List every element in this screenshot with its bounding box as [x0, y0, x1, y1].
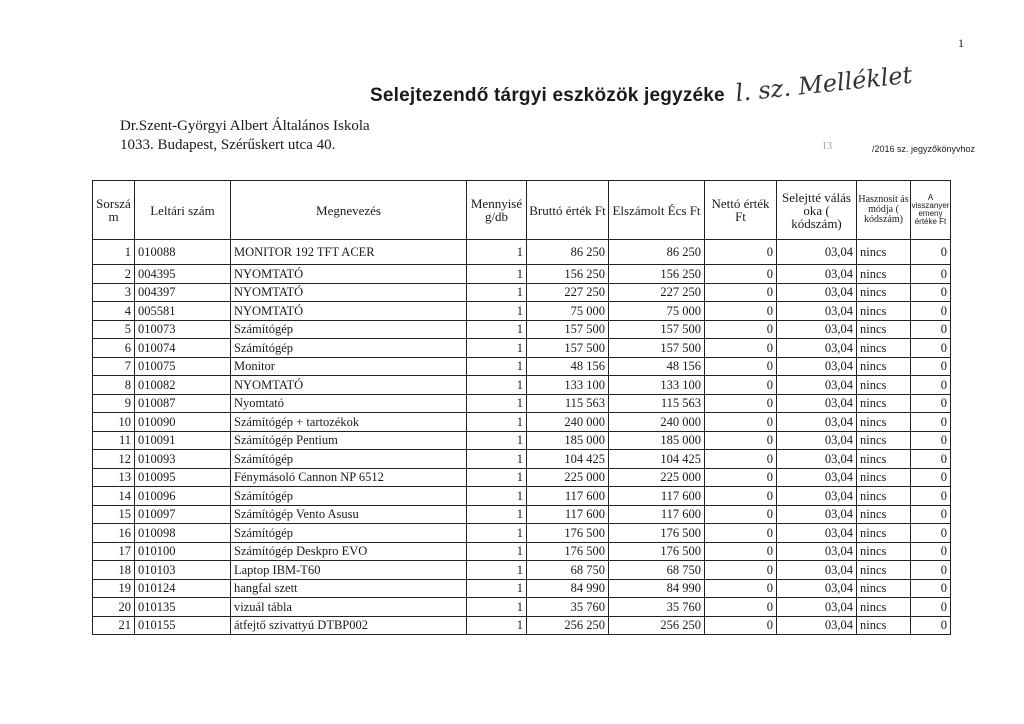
cell-serial: 18 — [93, 561, 135, 580]
cell-recovered-value: 0 — [911, 265, 951, 284]
table-row — [93, 302, 951, 321]
cell-recovered-value: 0 — [911, 376, 951, 395]
page-number: 1 — [958, 36, 964, 50]
cell-disposal-reason: 03,04 — [777, 283, 857, 302]
cell-serial: 12 — [93, 450, 135, 469]
cell-name: NYOMTATÓ — [231, 283, 467, 302]
cell-serial: 17 — [93, 542, 135, 561]
school-address: 1033. Budapest, Szérűskert utca 40. — [120, 137, 336, 153]
cell-name: Monitor — [231, 357, 467, 376]
cell-net-value: 0 — [705, 505, 777, 524]
header-recovered-value: A visszanyer emeny értéke Ft — [911, 181, 951, 240]
cell-inventory-number: 010097 — [135, 505, 231, 524]
header-net-value: Nettó érték Ft — [705, 181, 777, 240]
cell-inventory-number: 010090 — [135, 413, 231, 432]
table-row — [93, 450, 951, 469]
cell-utilization-method: nincs — [857, 376, 911, 395]
cell-inventory-number: 010098 — [135, 524, 231, 543]
cell-serial: 3 — [93, 283, 135, 302]
cell-depreciation: 176 500 — [609, 524, 705, 543]
cell-name: Számítógép Pentium — [231, 431, 467, 450]
cell-recovered-value: 0 — [911, 431, 951, 450]
cell-gross-value: 227 250 — [527, 283, 609, 302]
cell-serial: 19 — [93, 579, 135, 598]
table-row — [93, 616, 951, 635]
cell-quantity: 1 — [467, 468, 527, 487]
cell-depreciation: 117 600 — [609, 505, 705, 524]
cell-name: NYOMTATÓ — [231, 302, 467, 321]
cell-inventory-number: 010095 — [135, 468, 231, 487]
cell-name: Laptop IBM-T60 — [231, 561, 467, 580]
cell-name: Számítógép + tartozékok — [231, 413, 467, 432]
cell-name: NYOMTATÓ — [231, 265, 467, 284]
cell-name: átfejtő szivattyú DTBP002 — [231, 616, 467, 635]
cell-gross-value: 35 760 — [527, 598, 609, 617]
cell-serial: 4 — [93, 302, 135, 321]
cell-name: Nyomtató — [231, 394, 467, 413]
cell-utilization-method: nincs — [857, 579, 911, 598]
cell-gross-value: 156 250 — [527, 265, 609, 284]
header-serial: Sorszá m — [93, 181, 135, 240]
cell-depreciation: 115 563 — [609, 394, 705, 413]
cell-quantity: 1 — [467, 413, 527, 432]
cell-disposal-reason: 03,04 — [777, 357, 857, 376]
cell-net-value: 0 — [705, 468, 777, 487]
cell-net-value: 0 — [705, 302, 777, 321]
cell-utilization-method: nincs — [857, 468, 911, 487]
cell-depreciation: 227 250 — [609, 283, 705, 302]
cell-serial: 13 — [93, 468, 135, 487]
table-row — [93, 542, 951, 561]
cell-recovered-value: 0 — [911, 320, 951, 339]
table-row — [93, 413, 951, 432]
cell-quantity: 1 — [467, 394, 527, 413]
cell-depreciation: 256 250 — [609, 616, 705, 635]
cell-recovered-value: 0 — [911, 450, 951, 469]
cell-net-value: 0 — [705, 320, 777, 339]
cell-utilization-method: nincs — [857, 283, 911, 302]
cell-disposal-reason: 03,04 — [777, 320, 857, 339]
cell-disposal-reason: 03,04 — [777, 413, 857, 432]
cell-net-value: 0 — [705, 542, 777, 561]
header-gross-value: Bruttó érték Ft — [527, 181, 609, 240]
cell-net-value: 0 — [705, 265, 777, 284]
cell-utilization-method: nincs — [857, 394, 911, 413]
cell-net-value: 0 — [705, 579, 777, 598]
cell-gross-value: 157 500 — [527, 320, 609, 339]
cell-recovered-value: 0 — [911, 468, 951, 487]
cell-quantity: 1 — [467, 357, 527, 376]
cell-recovered-value: 0 — [911, 561, 951, 580]
header-utilization-method: Hasznosít ás módja ( kódszám) — [857, 181, 911, 240]
cell-recovered-value: 0 — [911, 505, 951, 524]
cell-depreciation: 133 100 — [609, 376, 705, 395]
cell-depreciation: 185 000 — [609, 431, 705, 450]
table-row — [93, 357, 951, 376]
cell-recovered-value: 0 — [911, 283, 951, 302]
cell-serial: 1 — [93, 240, 135, 265]
cell-net-value: 0 — [705, 616, 777, 635]
cell-utilization-method: nincs — [857, 240, 911, 265]
cell-name: Számítógép Deskpro EVO — [231, 542, 467, 561]
table-body — [93, 240, 951, 635]
cell-depreciation: 68 750 — [609, 561, 705, 580]
cell-net-value: 0 — [705, 376, 777, 395]
cell-quantity: 1 — [467, 542, 527, 561]
cell-utilization-method: nincs — [857, 542, 911, 561]
cell-depreciation: 157 500 — [609, 339, 705, 358]
cell-utilization-method: nincs — [857, 598, 911, 617]
cell-quantity: 1 — [467, 561, 527, 580]
cell-utilization-method: nincs — [857, 413, 911, 432]
cell-utilization-method: nincs — [857, 265, 911, 284]
table-row — [93, 394, 951, 413]
table-row — [93, 468, 951, 487]
cell-disposal-reason: 03,04 — [777, 450, 857, 469]
cell-depreciation: 75 000 — [609, 302, 705, 321]
cell-gross-value: 117 600 — [527, 505, 609, 524]
cell-inventory-number: 010096 — [135, 487, 231, 506]
cell-disposal-reason: 03,04 — [777, 505, 857, 524]
cell-net-value: 0 — [705, 524, 777, 543]
cell-quantity: 1 — [467, 339, 527, 358]
cell-recovered-value: 0 — [911, 240, 951, 265]
cell-quantity: 1 — [467, 487, 527, 506]
document-title: Selejtezendő tárgyi eszközök jegyzéke — [370, 85, 725, 106]
faint-stamp-mark: 13 — [822, 141, 832, 152]
cell-quantity: 1 — [467, 524, 527, 543]
cell-gross-value: 104 425 — [527, 450, 609, 469]
cell-net-value: 0 — [705, 394, 777, 413]
cell-utilization-method: nincs — [857, 339, 911, 358]
cell-recovered-value: 0 — [911, 579, 951, 598]
cell-name: Számítógép — [231, 339, 467, 358]
cell-inventory-number: 005581 — [135, 302, 231, 321]
cell-gross-value: 86 250 — [527, 240, 609, 265]
cell-depreciation: 240 000 — [609, 413, 705, 432]
cell-depreciation: 156 250 — [609, 265, 705, 284]
cell-gross-value: 84 990 — [527, 579, 609, 598]
table-row — [93, 240, 951, 265]
cell-quantity: 1 — [467, 240, 527, 265]
cell-gross-value: 176 500 — [527, 542, 609, 561]
cell-serial: 16 — [93, 524, 135, 543]
cell-gross-value: 256 250 — [527, 616, 609, 635]
cell-net-value: 0 — [705, 450, 777, 469]
table-row — [93, 376, 951, 395]
cell-disposal-reason: 03,04 — [777, 394, 857, 413]
cell-inventory-number: 004395 — [135, 265, 231, 284]
table-row — [93, 339, 951, 358]
cell-depreciation: 157 500 — [609, 320, 705, 339]
cell-disposal-reason: 03,04 — [777, 240, 857, 265]
cell-gross-value: 133 100 — [527, 376, 609, 395]
cell-disposal-reason: 03,04 — [777, 561, 857, 580]
cell-recovered-value: 0 — [911, 339, 951, 358]
cell-name: Számítógép Vento Asusu — [231, 505, 467, 524]
cell-net-value: 0 — [705, 339, 777, 358]
header-name: Megnevezés — [231, 181, 467, 240]
cell-gross-value: 176 500 — [527, 524, 609, 543]
cell-serial: 15 — [93, 505, 135, 524]
cell-disposal-reason: 03,04 — [777, 265, 857, 284]
cell-net-value: 0 — [705, 357, 777, 376]
cell-disposal-reason: 03,04 — [777, 598, 857, 617]
table-row — [93, 320, 951, 339]
cell-name: NYOMTATÓ — [231, 376, 467, 395]
table-row — [93, 561, 951, 580]
cell-quantity: 1 — [467, 579, 527, 598]
cell-recovered-value: 0 — [911, 598, 951, 617]
header-depreciation: Elszámolt Écs Ft — [609, 181, 705, 240]
cell-inventory-number: 010074 — [135, 339, 231, 358]
cell-utilization-method: nincs — [857, 357, 911, 376]
cell-gross-value: 75 000 — [527, 302, 609, 321]
cell-net-value: 0 — [705, 240, 777, 265]
cell-depreciation: 117 600 — [609, 487, 705, 506]
header-disposal-reason: Selejtté válás oka ( kódszám) — [777, 181, 857, 240]
table-row — [93, 598, 951, 617]
cell-quantity: 1 — [467, 320, 527, 339]
cell-name: Számítógép — [231, 320, 467, 339]
cell-recovered-value: 0 — [911, 413, 951, 432]
cell-quantity: 1 — [467, 616, 527, 635]
cell-utilization-method: nincs — [857, 616, 911, 635]
cell-gross-value: 48 156 — [527, 357, 609, 376]
cell-net-value: 0 — [705, 413, 777, 432]
cell-quantity: 1 — [467, 376, 527, 395]
table-row — [93, 431, 951, 450]
cell-depreciation: 104 425 — [609, 450, 705, 469]
table-row — [93, 524, 951, 543]
cell-depreciation: 35 760 — [609, 598, 705, 617]
cell-name: Számítógép — [231, 450, 467, 469]
cell-depreciation: 225 000 — [609, 468, 705, 487]
cell-serial: 8 — [93, 376, 135, 395]
table-header-row — [93, 181, 951, 240]
cell-inventory-number: 010088 — [135, 240, 231, 265]
cell-name: Számítógép — [231, 487, 467, 506]
cell-depreciation: 48 156 — [609, 357, 705, 376]
cell-gross-value: 117 600 — [527, 487, 609, 506]
cell-recovered-value: 0 — [911, 616, 951, 635]
cell-depreciation: 176 500 — [609, 542, 705, 561]
cell-recovered-value: 0 — [911, 357, 951, 376]
cell-quantity: 1 — [467, 505, 527, 524]
cell-utilization-method: nincs — [857, 431, 911, 450]
cell-serial: 9 — [93, 394, 135, 413]
cell-depreciation: 84 990 — [609, 579, 705, 598]
cell-disposal-reason: 03,04 — [777, 542, 857, 561]
handwritten-annotation: l. sz. Melléklet — [734, 60, 914, 108]
cell-inventory-number: 004397 — [135, 283, 231, 302]
cell-serial: 20 — [93, 598, 135, 617]
cell-serial: 5 — [93, 320, 135, 339]
cell-net-value: 0 — [705, 598, 777, 617]
cell-net-value: 0 — [705, 283, 777, 302]
cell-disposal-reason: 03,04 — [777, 431, 857, 450]
cell-utilization-method: nincs — [857, 561, 911, 580]
cell-utilization-method: nincs — [857, 524, 911, 543]
cell-disposal-reason: 03,04 — [777, 468, 857, 487]
cell-inventory-number: 010100 — [135, 542, 231, 561]
cell-utilization-method: nincs — [857, 320, 911, 339]
cell-gross-value: 240 000 — [527, 413, 609, 432]
table-row — [93, 265, 951, 284]
cell-name: MONITOR 192 TFT ACER — [231, 240, 467, 265]
cell-name: Fénymásoló Cannon NP 6512 — [231, 468, 467, 487]
cell-depreciation: 86 250 — [609, 240, 705, 265]
cell-disposal-reason: 03,04 — [777, 579, 857, 598]
school-name: Dr.Szent-Györgyi Albert Általános Iskola — [120, 118, 370, 134]
cell-recovered-value: 0 — [911, 394, 951, 413]
cell-inventory-number: 010103 — [135, 561, 231, 580]
cell-disposal-reason: 03,04 — [777, 487, 857, 506]
cell-name: hangfal szett — [231, 579, 467, 598]
table-row — [93, 283, 951, 302]
table-row — [93, 505, 951, 524]
cell-disposal-reason: 03,04 — [777, 524, 857, 543]
cell-inventory-number: 010073 — [135, 320, 231, 339]
cell-inventory-number: 010093 — [135, 450, 231, 469]
cell-inventory-number: 010087 — [135, 394, 231, 413]
table-row — [93, 487, 951, 506]
cell-recovered-value: 0 — [911, 524, 951, 543]
cell-gross-value: 115 563 — [527, 394, 609, 413]
cell-quantity: 1 — [467, 450, 527, 469]
cell-inventory-number: 010091 — [135, 431, 231, 450]
cell-inventory-number: 010124 — [135, 579, 231, 598]
cell-utilization-method: nincs — [857, 302, 911, 321]
asset-disposal-table — [92, 180, 951, 635]
cell-disposal-reason: 03,04 — [777, 376, 857, 395]
cell-utilization-method: nincs — [857, 505, 911, 524]
cell-net-value: 0 — [705, 431, 777, 450]
cell-gross-value: 68 750 — [527, 561, 609, 580]
cell-inventory-number: 010135 — [135, 598, 231, 617]
header-quantity: Mennyisé g/db — [467, 181, 527, 240]
cell-name: vizuál tábla — [231, 598, 467, 617]
cell-quantity: 1 — [467, 302, 527, 321]
cell-inventory-number: 010155 — [135, 616, 231, 635]
cell-utilization-method: nincs — [857, 450, 911, 469]
cell-utilization-method: nincs — [857, 487, 911, 506]
cell-quantity: 1 — [467, 598, 527, 617]
cell-disposal-reason: 03,04 — [777, 302, 857, 321]
cell-serial: 2 — [93, 265, 135, 284]
cell-serial: 7 — [93, 357, 135, 376]
cell-gross-value: 225 000 — [527, 468, 609, 487]
table-row — [93, 579, 951, 598]
cell-serial: 6 — [93, 339, 135, 358]
cell-serial: 21 — [93, 616, 135, 635]
cell-recovered-value: 0 — [911, 487, 951, 506]
register-reference: /2016 sz. jegyzőkönyvhoz — [872, 144, 976, 154]
cell-quantity: 1 — [467, 431, 527, 450]
cell-quantity: 1 — [467, 265, 527, 284]
cell-gross-value: 157 500 — [527, 339, 609, 358]
cell-net-value: 0 — [705, 487, 777, 506]
cell-recovered-value: 0 — [911, 302, 951, 321]
cell-inventory-number: 010082 — [135, 376, 231, 395]
cell-disposal-reason: 03,04 — [777, 339, 857, 358]
cell-name: Számítógép — [231, 524, 467, 543]
cell-serial: 11 — [93, 431, 135, 450]
cell-disposal-reason: 03,04 — [777, 616, 857, 635]
cell-serial: 14 — [93, 487, 135, 506]
cell-quantity: 1 — [467, 283, 527, 302]
header-inventory-number: Leltári szám — [135, 181, 231, 240]
cell-serial: 10 — [93, 413, 135, 432]
cell-net-value: 0 — [705, 561, 777, 580]
cell-gross-value: 185 000 — [527, 431, 609, 450]
cell-recovered-value: 0 — [911, 542, 951, 561]
cell-inventory-number: 010075 — [135, 357, 231, 376]
